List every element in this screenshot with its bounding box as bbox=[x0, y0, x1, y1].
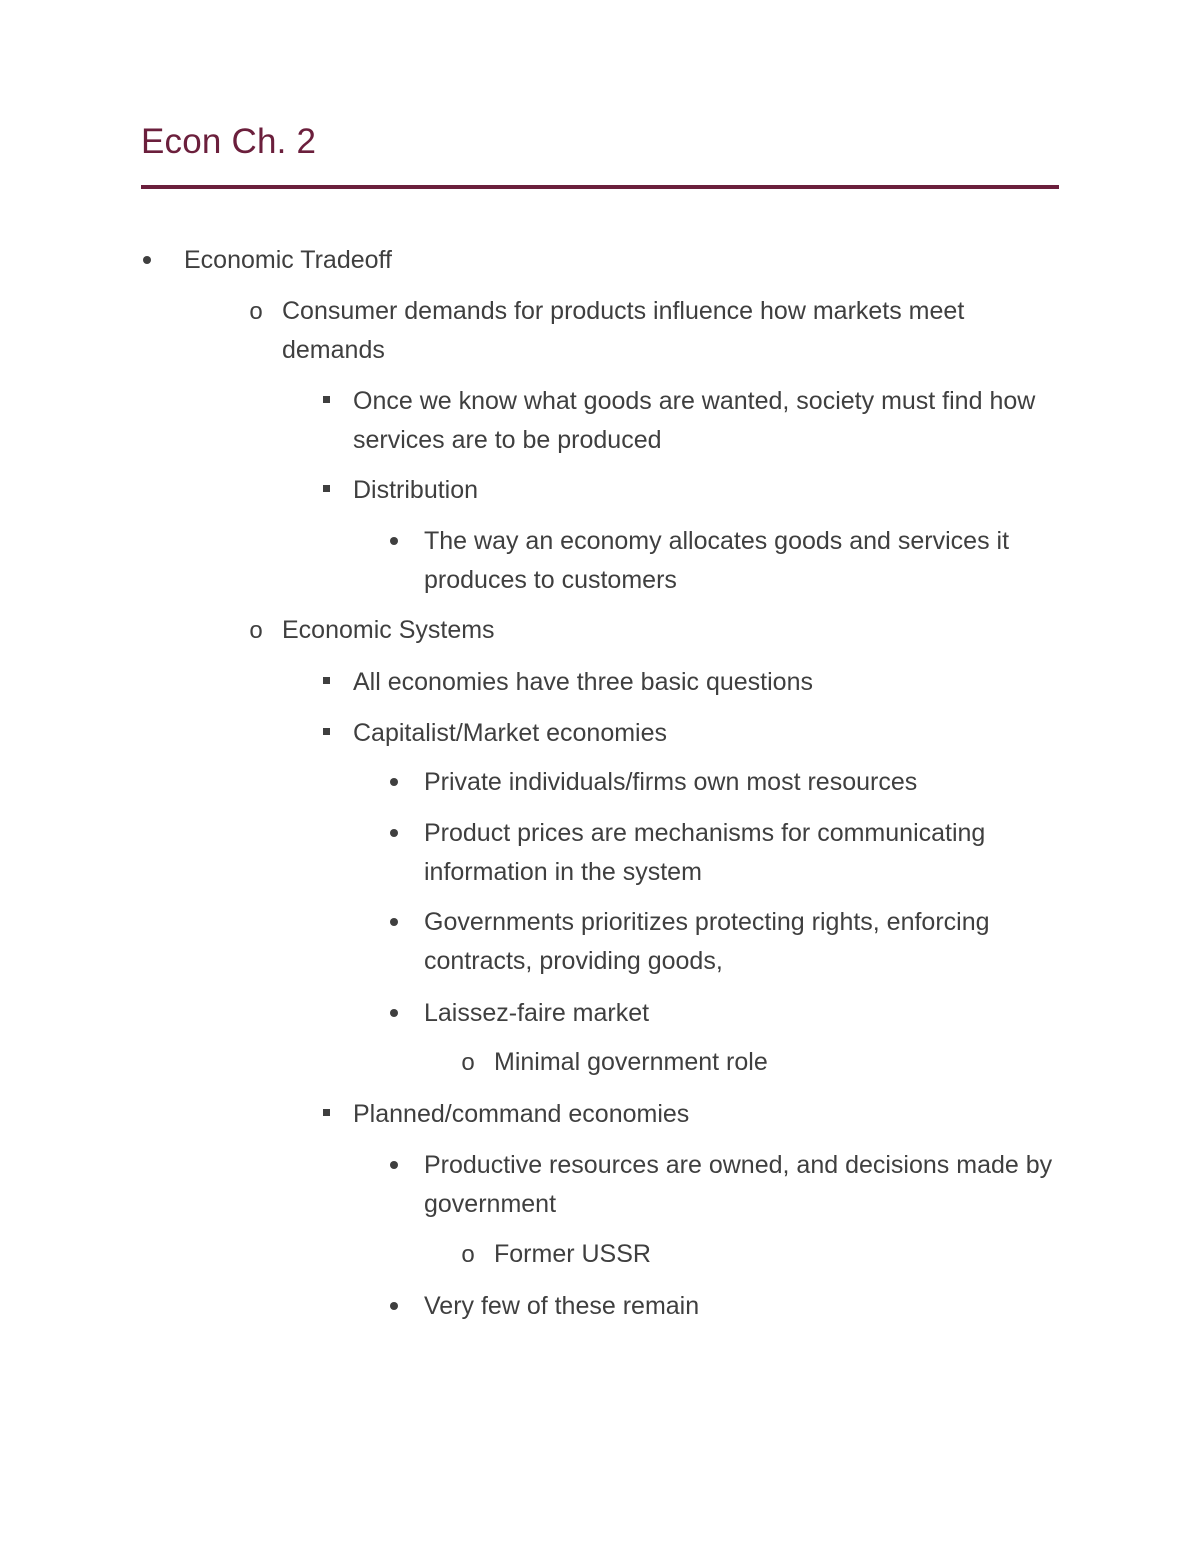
bullet-circle-icon: o bbox=[461, 1049, 475, 1076]
bullet-dot-icon bbox=[384, 814, 404, 837]
list-item bbox=[0, 611, 1200, 651]
list-item-text: Product prices are mechanisms for communicating information in the system bbox=[424, 819, 986, 886]
list-item bbox=[0, 292, 1200, 372]
list-item-text: Planned/command economies bbox=[353, 1100, 690, 1128]
bullet-dot-icon bbox=[384, 994, 404, 1017]
bullet-dot-icon bbox=[384, 763, 404, 786]
list-item-text: Productive resources are owned, and decisions made by government bbox=[424, 1151, 1053, 1218]
list-item-text: Laissez-faire market bbox=[424, 999, 650, 1027]
bullet-dot-icon bbox=[384, 903, 404, 926]
list-item-text: Minimal government role bbox=[494, 1048, 768, 1076]
title-divider bbox=[141, 185, 1059, 189]
list-item bbox=[0, 382, 1200, 462]
bullet-circle-icon: o bbox=[249, 617, 263, 644]
list-item bbox=[0, 1287, 1200, 1327]
bullet-dot-icon bbox=[384, 1287, 404, 1310]
bullet-square-icon bbox=[316, 382, 336, 403]
list-item-text: Former USSR bbox=[494, 1240, 651, 1268]
list-item bbox=[0, 903, 1200, 983]
bullet-square-icon bbox=[316, 471, 336, 492]
list-item bbox=[0, 241, 1200, 281]
list-item bbox=[0, 1095, 1200, 1135]
bullet-circle-icon: o bbox=[249, 298, 263, 325]
bullet-dot-icon bbox=[137, 241, 157, 264]
list-item-text: Very few of these remain bbox=[424, 1292, 700, 1320]
list-item-text: Private individuals/firms own most resources bbox=[424, 768, 918, 796]
list-item-text: Consumer demands for products influence how markets meet demands bbox=[282, 297, 965, 364]
list-item bbox=[0, 663, 1200, 703]
list-item-text: All economies have three basic questions bbox=[353, 668, 813, 696]
bullet-dot-icon bbox=[384, 522, 404, 545]
list-item bbox=[0, 471, 1200, 511]
list-item bbox=[0, 1043, 1200, 1083]
list-item-text: Capitalist/Market economies bbox=[353, 719, 668, 747]
bullet-square-icon bbox=[316, 1095, 336, 1116]
list-item-text: Economic Tradeoff bbox=[184, 246, 392, 274]
list-item-text: Distribution bbox=[353, 476, 479, 504]
bullet-square-icon bbox=[316, 663, 336, 684]
bullet-circle-icon: o bbox=[461, 1241, 475, 1268]
list-item-text: The way an economy allocates goods and services it produces to customers bbox=[424, 527, 1010, 594]
list-item-text: Economic Systems bbox=[282, 616, 495, 644]
list-item bbox=[0, 1235, 1200, 1275]
list-item bbox=[0, 814, 1200, 894]
list-item bbox=[0, 763, 1200, 803]
list-item bbox=[0, 522, 1200, 602]
list-item-text: Governments prioritizes protecting rights, enforcing contracts, providing goods, bbox=[424, 908, 990, 975]
list-item-text: Once we know what goods are wanted, society must find how services are to be produced bbox=[353, 387, 1036, 454]
list-item bbox=[0, 994, 1200, 1034]
list-item bbox=[0, 1146, 1200, 1226]
page-title: Econ Ch. 2 bbox=[141, 122, 317, 161]
bullet-square-icon bbox=[316, 714, 336, 735]
bullet-dot-icon bbox=[384, 1146, 404, 1169]
list-item bbox=[0, 714, 1200, 754]
